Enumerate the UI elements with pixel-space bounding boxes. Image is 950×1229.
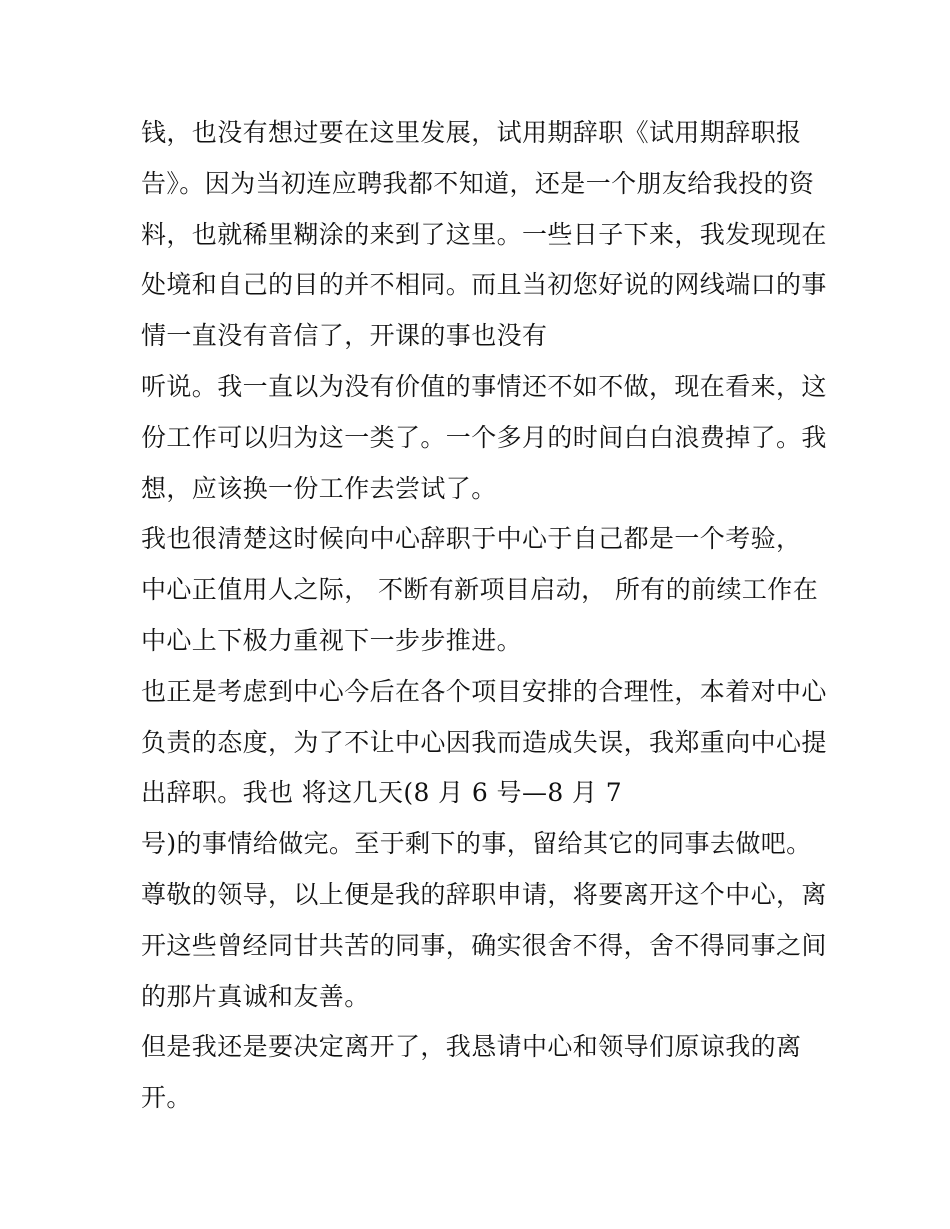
text-line-2: 告》。因为当初连应聘我都不知道，还是一个朋友给我投的资: [141, 168, 815, 198]
text-line-7: 份工作可以归为这一类了。一个多月的时间白白浪费掉了。我: [141, 422, 827, 452]
text-line-1: 钱，也没有想过要在这里发展，试用期辞职《试用期辞职报: [141, 118, 802, 147]
text-line-13: 负责的态度，为了不让中心因我而造成失误，我郑重向中心提: [141, 727, 827, 757]
text-line-18: 的那片真诚和友善。: [141, 981, 370, 1011]
text-line-15: 号)的事情给做完。至于剩下的事，留给其它的同事去做吧。: [141, 829, 812, 859]
text-line-16: 尊敬的领导，以上便是我的辞职申请，将要离开这个中心，离: [141, 879, 827, 909]
text-line-5: 情一直没有音信了，开课的事也没有: [141, 321, 548, 351]
text-line-19: 但是我还是要决定离开了，我恳请中心和领导们原谅我的离: [141, 1032, 802, 1062]
text-line-11: 中心上下极力重视下一步步推进。: [141, 625, 523, 655]
text-line-9: 我也很清楚这时候向中心辞职于中心于自己都是一个考验，: [141, 524, 802, 554]
text-line-10: 中心正值用人之际， 不断有新项目启动， 所有的前续工作在: [141, 575, 819, 605]
text-line-14: 出辞职。我也 将这几天(8 月 6 号—8 月 7: [141, 778, 623, 808]
text-line-4: 处境和自己的目的并不相同。而且当初您好说的网线端口的事: [141, 270, 827, 300]
text-line-8: 想，应该换一份工作去尝试了。: [141, 473, 497, 503]
text-line-17: 开这些曾经同甘共苦的同事，确实很舍不得，舍不得同事之间: [141, 930, 827, 960]
text-line-20: 开。: [141, 1083, 192, 1113]
text-line-6: 听说。我一直以为没有价值的事情还不如不做，现在看来，这: [141, 371, 827, 401]
text-line-3: 料，也就稀里糊涂的来到了这里。一些日子下来，我发现现在: [141, 219, 827, 249]
text-line-12: 也正是考虑到中心今后在各个项目安排的合理性，本着对中心: [141, 676, 827, 706]
resignation-letter-body: [141, 108, 827, 1124]
